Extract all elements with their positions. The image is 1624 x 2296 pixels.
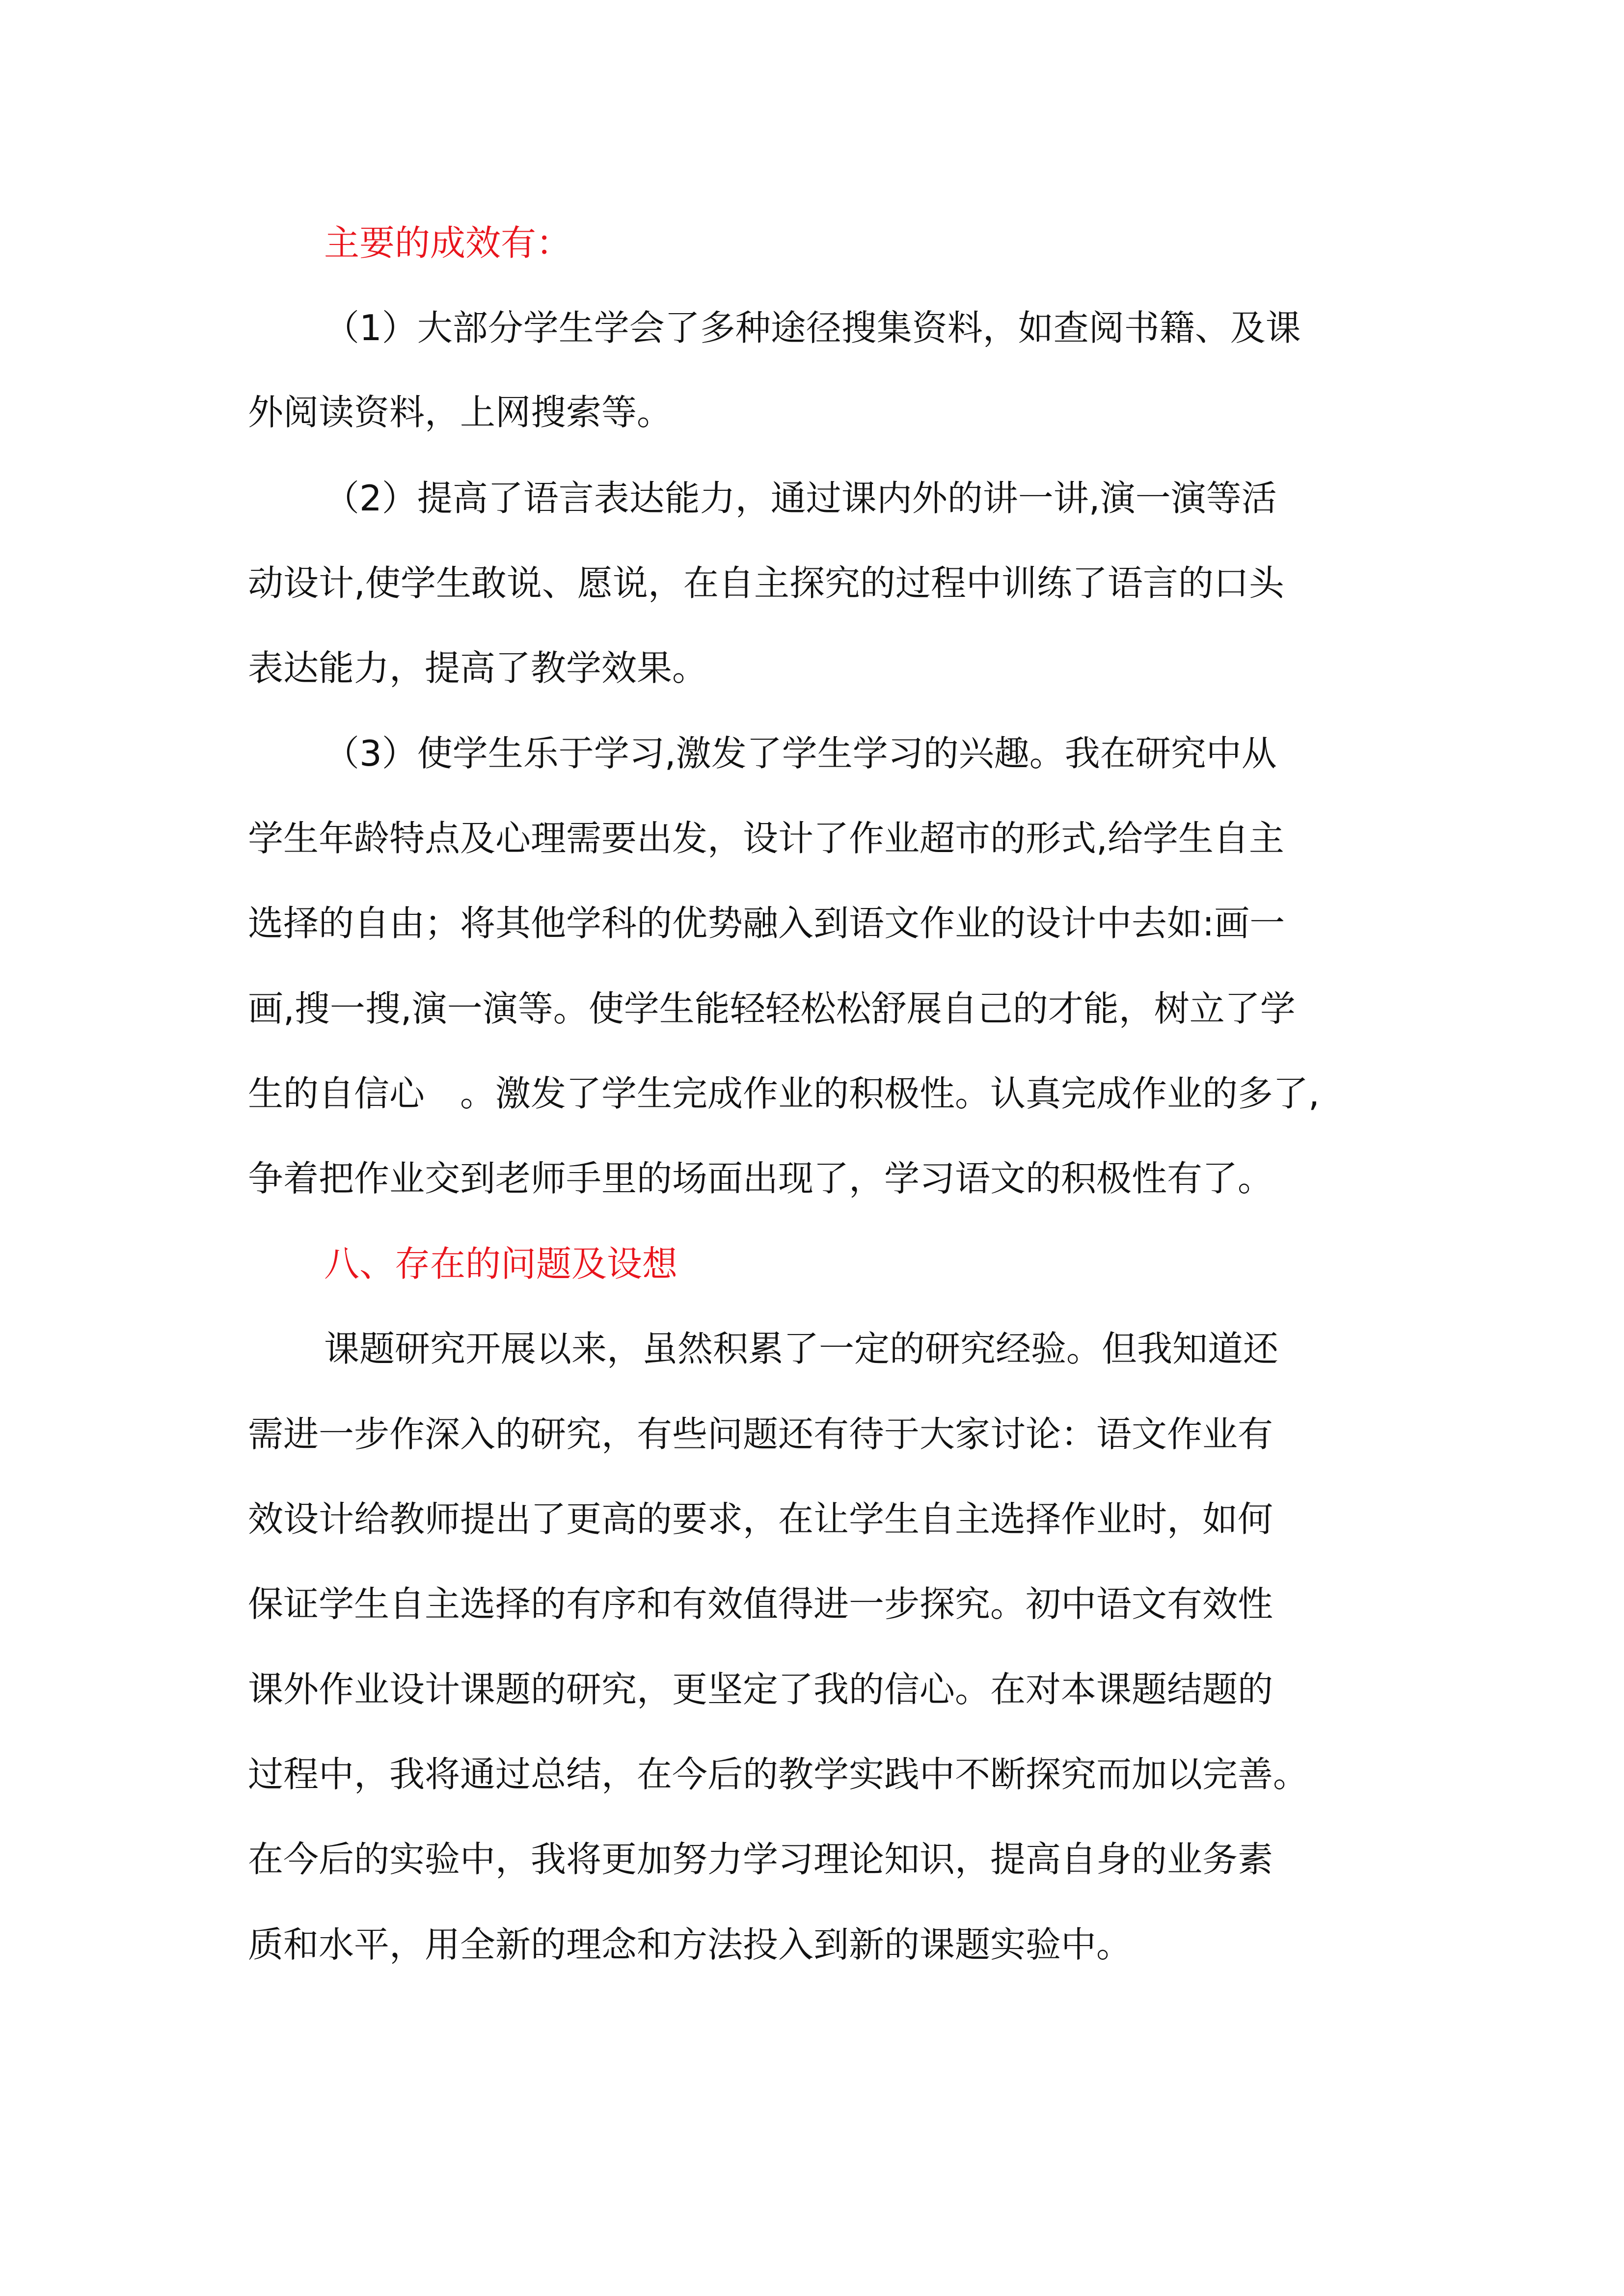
item2-line-2: 动设计,使学生敢说、愿说，在自主探究的过程中训练了语言的口头	[248, 562, 1284, 604]
item2-line-1: （2）提高了语言表达能力，通过课内外的讲一讲,演一演等活	[324, 478, 1277, 519]
item2-line-3: 表达能力，提高了教学效果。	[248, 647, 708, 689]
problems-line-8: 质和水平，用全新的理念和方法投入到新的课题实验中。	[248, 1924, 1132, 1965]
problems-line-2: 需进一步作深入的研究，有些问题还有待于大家讨论：语文作业有	[248, 1414, 1273, 1455]
item3-line-4: 画,搜一搜,演一演等。使学生能轻轻松松舒展自己的才能，树立了学	[248, 988, 1296, 1029]
item3-line-3: 选择的自由；将其他学科的优势融入到语文作业的设计中去如:画一	[248, 903, 1285, 944]
item1-line-1: （1）大部分学生学会了多种途径搜集资料，如查阅书籍、及课	[324, 307, 1301, 348]
problems-line-5: 课外作业设计课题的研究，更坚定了我的信心。在对本课题结题的	[248, 1669, 1273, 1710]
item3-line-5: 生的自信心 。激发了学生完成作业的积极性。认真完成作业的多了,	[248, 1073, 1320, 1114]
problems-line-3: 效设计给教师提出了更高的要求，在让学生自主选择作业时，如何	[248, 1498, 1273, 1540]
item1-line-2: 外阅读资料，上网搜索等。	[248, 392, 673, 433]
results-heading: 主要的成效有：	[324, 222, 572, 264]
item3-line-1: （3）使学生乐于学习,激发了学生学习的兴趣。我在研究中从	[324, 733, 1277, 774]
problems-line-4: 保证学生自主选择的有序和有效值得进一步探究。初中语文有效性	[248, 1583, 1273, 1625]
item3-line-6: 争着把作业交到老师手里的场面出现了，学习语文的积极性有了。	[248, 1158, 1273, 1199]
problems-heading: 八、存在的问题及设想	[324, 1243, 678, 1284]
problems-line-1: 课题研究开展以来，虽然积累了一定的研究经验。但我知道还	[324, 1328, 1279, 1369]
problems-line-6: 过程中，我将通过总结，在今后的教学实践中不断探究而加以完善。	[248, 1754, 1309, 1795]
item3-line-2: 学生年龄特点及心理需要出发，设计了作业超市的形式,给学生自主	[248, 818, 1284, 859]
problems-line-7: 在今后的实验中，我将更加努力学习理论知识，提高自身的业务素	[248, 1839, 1273, 1880]
